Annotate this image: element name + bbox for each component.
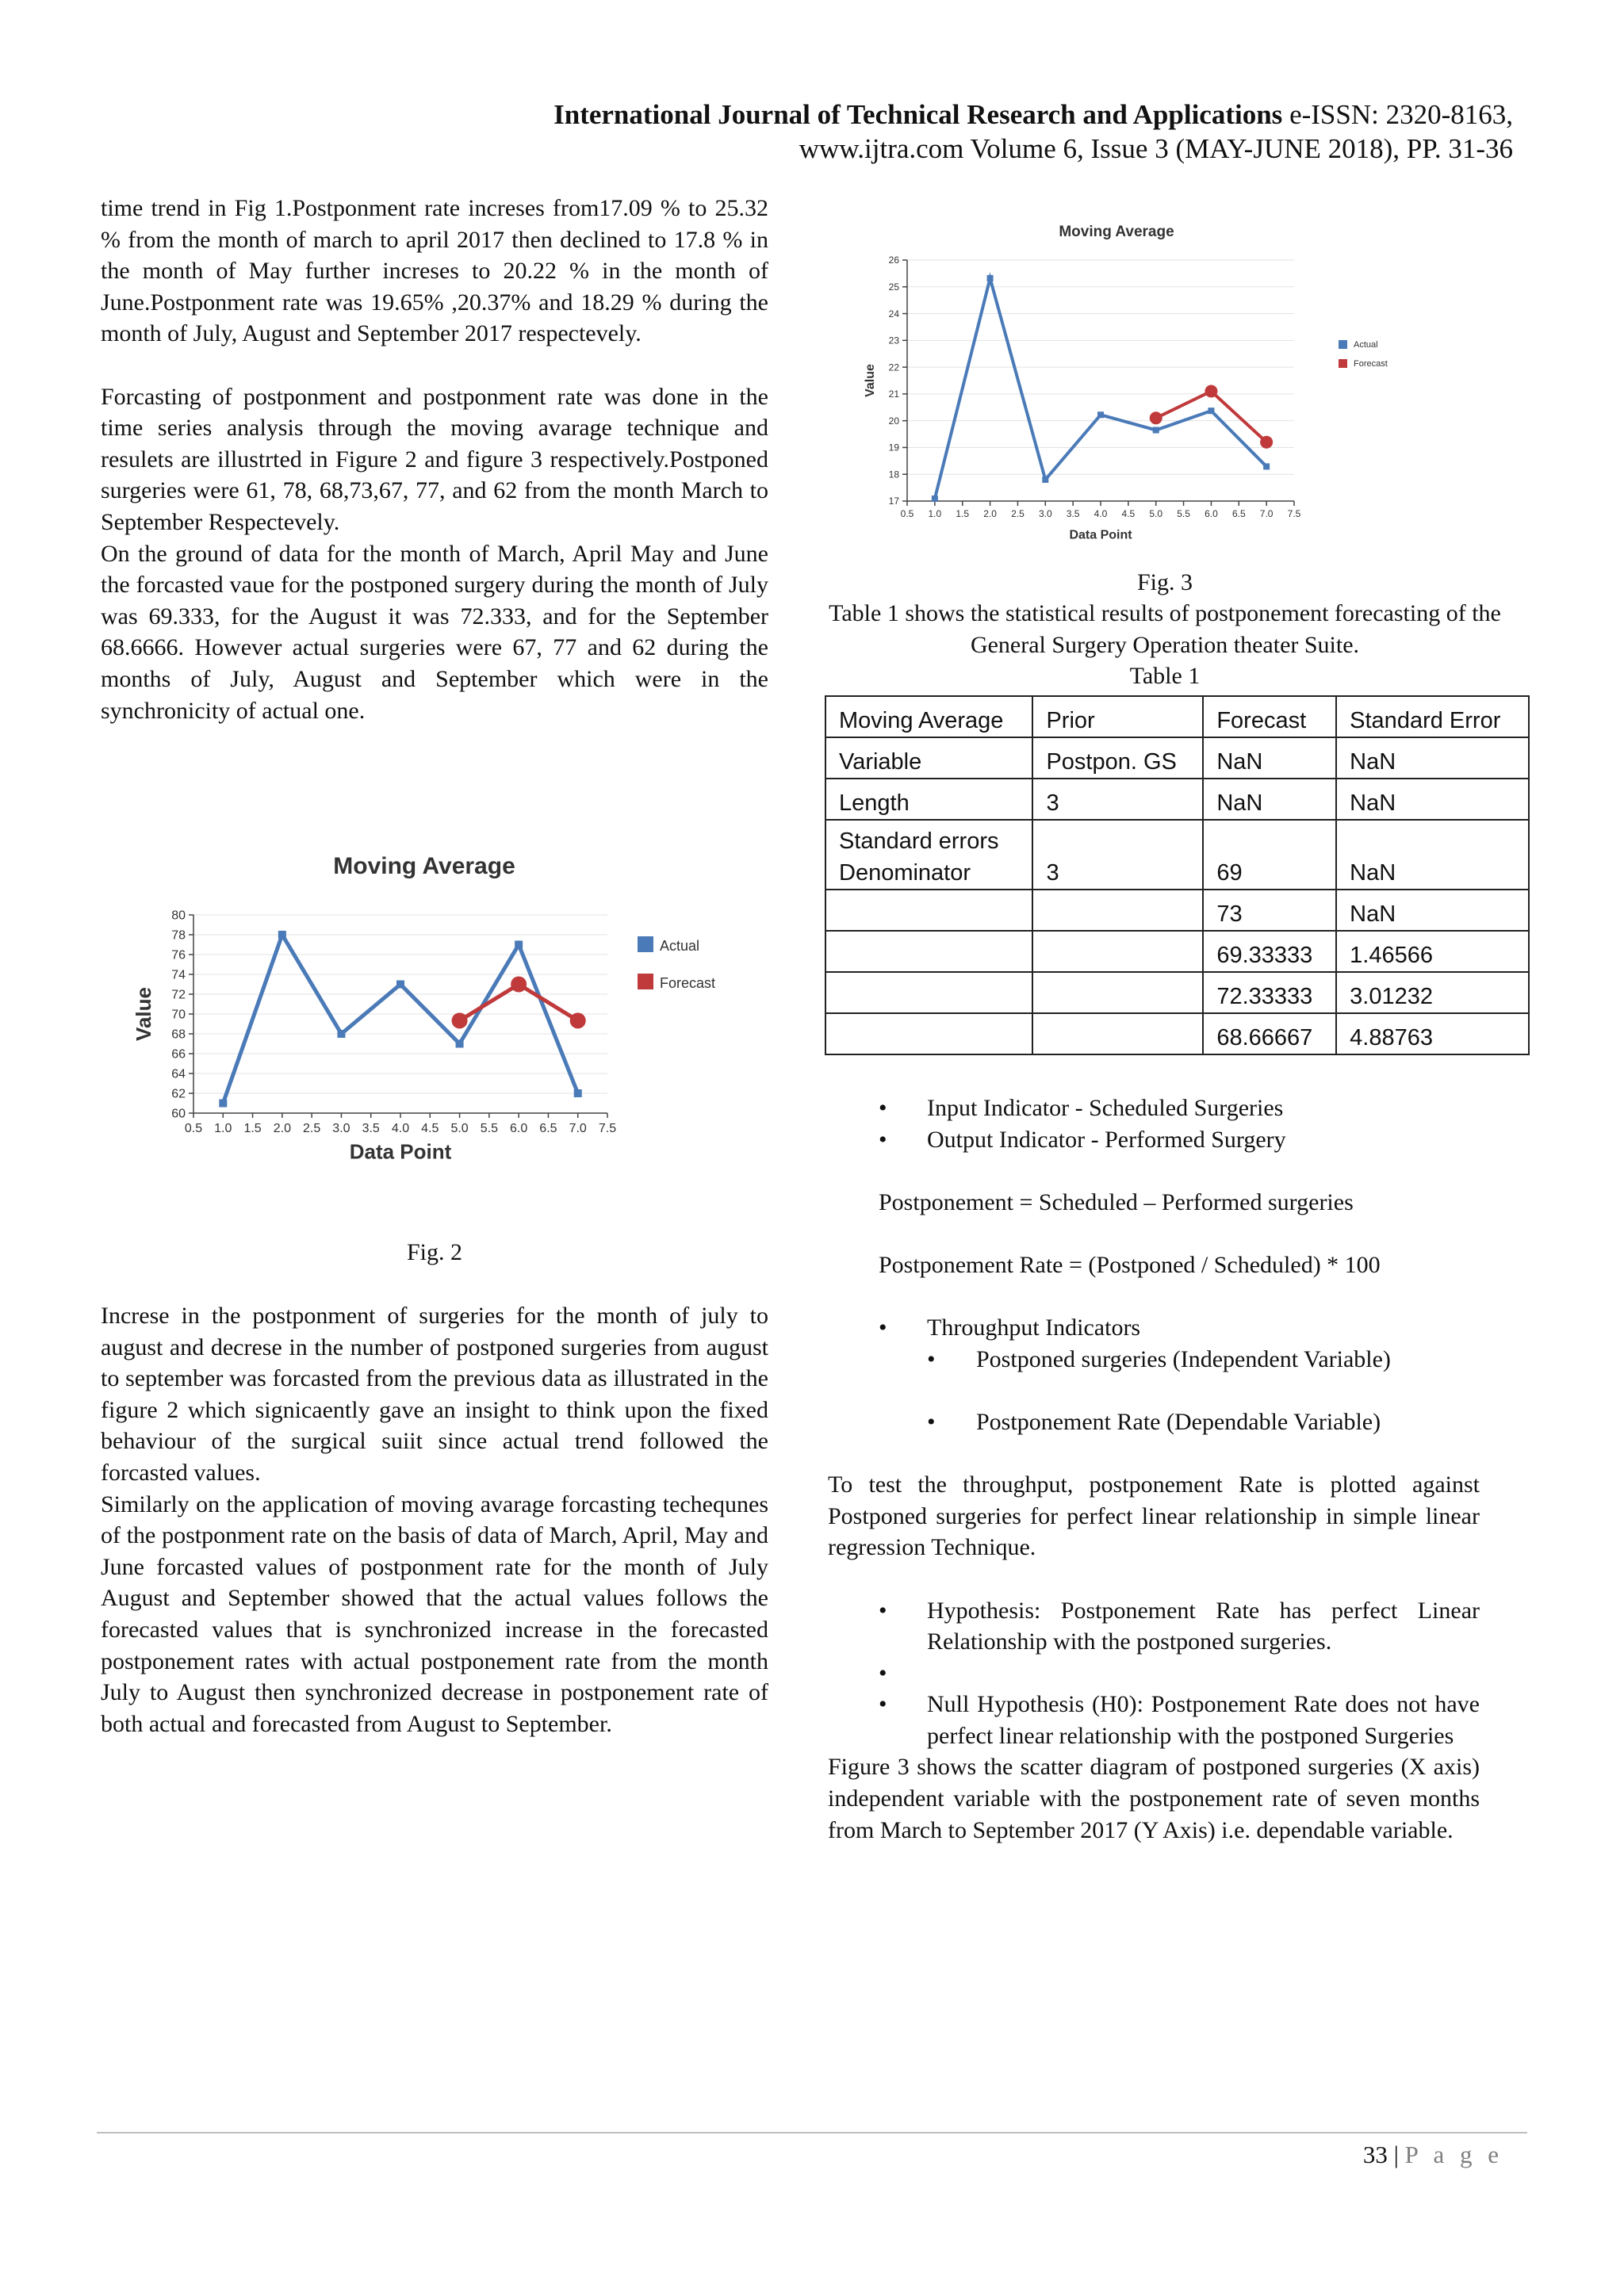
y-tick-label: 62 — [171, 1087, 186, 1101]
series-line-forecast — [1156, 392, 1266, 442]
y-tick-label: 70 — [171, 1008, 186, 1022]
table-intro: Table 1 shows the statistical results of postponement forecasting of the General Surgery Operation theater Suite. — [829, 600, 1501, 658]
data-point-forecast — [452, 1012, 468, 1028]
x-tick-label: 7.0 — [1259, 508, 1274, 519]
y-tick-label: 23 — [888, 335, 899, 346]
table-cell — [825, 1013, 1032, 1054]
data-point-actual — [1263, 463, 1270, 469]
right-column-lower — [828, 1093, 1480, 1846]
table-cell: 3 — [1032, 820, 1203, 890]
data-point-actual — [1042, 476, 1048, 483]
table-cell: NaN — [1203, 737, 1336, 779]
x-axis-label: Data Point — [349, 1139, 452, 1164]
list-spacer — [927, 1375, 1480, 1406]
table-cell: NaN — [1336, 890, 1529, 931]
x-tick-label: 2.5 — [303, 1122, 321, 1135]
figure-3-svg — [856, 220, 1427, 545]
table-row — [825, 820, 1529, 890]
table-cell: NaN — [1336, 820, 1529, 890]
table-cell: Standard errors Denominator — [825, 820, 1032, 890]
table-cell — [825, 890, 1032, 931]
paragraph-ground-data: On the ground of data for the month of March, April May and June the forcasted vaue for the postponed surgery during the month of July was 69.333, for the August it was 72.333, and for the September 68.6666. However actual surgeries were 67, 77 and 62 during the months of July, August and September which were in the synchronicity of actual one. — [101, 540, 768, 724]
data-point-actual — [219, 1100, 227, 1108]
table-1 — [825, 695, 1530, 1055]
equation-postponement-rate: Postponement Rate = (Postponed / Scheduled) * 100 — [879, 1251, 1381, 1278]
x-tick-label: 2.0 — [273, 1122, 291, 1135]
series-line-actual — [223, 935, 577, 1104]
table-cell: 3 — [1032, 779, 1203, 820]
y-tick-label: 76 — [171, 948, 186, 962]
data-point-actual — [932, 496, 938, 502]
paragraph-similarly: Similarly on the application of moving avarage forcasting techequnes of the postponment rate on the basis of data of March, April, May and June forcasted values of postponment rate for the month of July August and September showed that the actual values follows the forecasted values that is synchronized increase in the forecasted postponement rates with actual postponement rate from the month July to August then synchronized decrease in postponement rate of both actual and forecasted from August to September. — [101, 1490, 768, 1737]
data-point-actual — [1153, 427, 1159, 433]
table-cell — [1032, 931, 1203, 972]
x-tick-label: 6.0 — [1205, 508, 1218, 519]
table-cell: Postpon. GS — [1032, 737, 1203, 779]
table-header-cell: Prior — [1032, 696, 1203, 737]
chart-title: Moving Average — [1059, 224, 1174, 240]
list-item: • Postponement Rate (Dependable Variable) — [927, 1406, 1480, 1438]
journal-header — [553, 98, 1513, 132]
table-row — [825, 737, 1529, 779]
x-tick-label: 5.0 — [450, 1122, 469, 1135]
data-point-actual — [1097, 411, 1104, 418]
indicator-list — [828, 1093, 1480, 1155]
table-header-cell: Standard Error — [1336, 696, 1529, 737]
legend-swatch-actual — [1339, 340, 1347, 349]
table-cell — [1032, 890, 1203, 931]
data-point-forecast — [511, 977, 527, 993]
table-cell — [825, 972, 1032, 1013]
y-tick-label: 20 — [888, 415, 899, 427]
y-tick-label: 24 — [888, 308, 899, 320]
y-tick-label: 66 — [171, 1047, 186, 1062]
hypothesis-list — [828, 1595, 1480, 1752]
journal-title: International Journal of Technical Research and Applications — [553, 99, 1283, 130]
figure-2-caption: Fig. 2 — [406, 1239, 463, 1265]
table-title: Table 1 — [1129, 663, 1201, 689]
figure-3-chart — [856, 220, 1427, 545]
data-point-forecast — [1260, 436, 1273, 449]
legend-swatch-forecast — [638, 974, 653, 989]
table-cell: NaN — [1336, 779, 1529, 820]
list-item: • Output Indicator - Performed Surgery — [828, 1124, 1480, 1156]
data-point-forecast — [1150, 411, 1162, 424]
data-point-actual — [515, 941, 523, 949]
x-axis-label: Data Point — [1069, 528, 1132, 542]
y-tick-label: 80 — [171, 909, 186, 923]
x-tick-label: 1.5 — [243, 1122, 262, 1135]
legend-label-forecast: Forecast — [660, 975, 716, 991]
x-tick-label: 3.0 — [1038, 508, 1052, 519]
figure-3-caption: Fig. 3 — [1136, 569, 1193, 595]
x-tick-label: 1.0 — [928, 508, 942, 519]
y-tick-label: 17 — [888, 496, 899, 507]
journal-volume-line: www.ijtra.com Volume 6, Issue 3 (MAY-JUNE 2018), PP. 31-36 — [799, 133, 1513, 164]
x-tick-label: 2.0 — [983, 508, 997, 519]
y-tick-label: 19 — [888, 442, 899, 453]
x-tick-label: 7.5 — [1287, 508, 1301, 519]
table-row — [825, 779, 1529, 820]
paragraph-increase: Increse in the postponment of surgeries for the month of july to august and decrese in the number of postponed surgeries from august to september was forcasted from the previous data as illustrated in the figure 2 which signicaently gave an insight to think upon the fixed behaviour of the surgical suiit since actual trend followed the forcasted values. — [101, 1303, 768, 1486]
table-cell: 69 — [1203, 820, 1336, 890]
table-header-row — [825, 696, 1529, 737]
list-item-empty — [828, 1658, 1480, 1689]
x-tick-label: 4.5 — [1121, 508, 1136, 519]
table-row — [825, 931, 1529, 972]
x-tick-label: 3.5 — [362, 1122, 380, 1135]
paragraph-forecasting: Forcasting of postponment and postponment rate was done in the time series analysis through the moving avarage technique and resulets are illustrted in Figure 2 and figure 3 respectively.Postponed surgeries were 61, 78, 68,73,67, 77, and 62 from the month March to September Respectevely. — [101, 383, 768, 535]
x-tick-label: 0.5 — [900, 508, 914, 519]
paragraph-figure-3: Figure 3 shows the scatter diagram of postponed surgeries (X axis) independent variable with the postponement rate of seven months from March to September 2017 (Y Axis) i.e. dependable variable. — [828, 1754, 1480, 1843]
left-column-top — [101, 193, 768, 726]
x-tick-label: 6.0 — [510, 1122, 528, 1135]
page-footer — [1363, 2141, 1503, 2169]
x-tick-label: 7.5 — [598, 1122, 617, 1135]
page-label: P a g e — [1404, 2141, 1503, 2168]
data-point-actual — [278, 931, 286, 939]
legend-label-actual: Actual — [1354, 340, 1378, 350]
list-item: • Postponed surgeries (Independent Variable) — [927, 1344, 1480, 1376]
equation-postponement: Postponement = Scheduled – Performed surgeries — [879, 1188, 1354, 1215]
x-tick-label: 5.5 — [1177, 508, 1190, 519]
table-cell: 3.01232 — [1336, 972, 1529, 1013]
y-tick-label: 78 — [171, 928, 186, 943]
table-row — [825, 890, 1529, 931]
x-tick-label: 7.0 — [569, 1122, 587, 1135]
data-point-forecast — [570, 1012, 586, 1028]
chart-title: Moving Average — [333, 853, 515, 879]
list-item: • Null Hypothesis (H0): Postponement Rate does not have perfect linear relationship with the postponed Surgeries — [828, 1689, 1480, 1751]
x-tick-label: 3.0 — [332, 1122, 350, 1135]
paragraph-time-trend: time trend in Fig 1.Postponment rate increses from17.09 % to 25.32 % from the month of march to april 2017 then declined to 17.8 % in the month of May further increses to 20.22 % in the month of June.Postponment rate was 19.65% ,20.37% and 18.29 % during the month of July, August and September 2017 respectevely. — [101, 195, 768, 347]
footer-divider — [97, 2132, 1527, 2133]
x-tick-label: 1.0 — [214, 1122, 232, 1135]
data-point-actual — [987, 275, 994, 281]
y-tick-label: 64 — [171, 1067, 186, 1081]
table-cell: 1.46566 — [1336, 931, 1529, 972]
y-tick-label: 25 — [888, 281, 899, 293]
y-tick-label: 68 — [171, 1027, 186, 1042]
y-tick-label: 22 — [888, 362, 899, 373]
list-item: • Hypothesis: Postponement Rate has perfect Linear Relationship with the postponed surgeries. — [828, 1595, 1480, 1658]
x-tick-label: 0.5 — [184, 1122, 203, 1135]
list-item-label: Throughput Indicators — [927, 1314, 1141, 1341]
data-point-actual — [337, 1030, 345, 1038]
table-row — [825, 1013, 1529, 1054]
table-cell: 73 — [1203, 890, 1336, 931]
table-cell: 72.33333 — [1203, 972, 1336, 1013]
x-tick-label: 6.5 — [539, 1122, 557, 1135]
data-point-actual — [574, 1089, 582, 1097]
y-tick-label: 60 — [171, 1107, 186, 1121]
legend-label-forecast: Forecast — [1354, 359, 1388, 369]
x-tick-label: 4.0 — [1094, 508, 1108, 519]
y-tick-label: 21 — [888, 388, 899, 400]
x-tick-label: 3.5 — [1066, 508, 1080, 519]
table-cell: 68.66667 — [1203, 1013, 1336, 1054]
list-item — [828, 1312, 1480, 1437]
y-tick-label: 74 — [171, 968, 186, 982]
x-tick-label: 5.5 — [480, 1122, 498, 1135]
y-tick-label: 26 — [888, 254, 899, 266]
y-axis-label: Value — [864, 364, 877, 397]
table-cell: Variable — [825, 737, 1032, 779]
page-separator: | — [1387, 2141, 1405, 2168]
table-cell: NaN — [1336, 737, 1529, 779]
x-tick-label: 6.5 — [1231, 508, 1246, 519]
table-cell — [1032, 1013, 1203, 1054]
y-tick-label: 18 — [888, 469, 899, 480]
list-item: • Input Indicator - Scheduled Surgeries — [828, 1093, 1480, 1124]
data-point-actual — [456, 1040, 464, 1048]
x-tick-label: 2.5 — [1011, 508, 1025, 519]
x-tick-label: 4.0 — [391, 1122, 410, 1135]
legend-label-actual: Actual — [660, 938, 700, 954]
throughput-sublist — [927, 1344, 1480, 1438]
table-cell: 4.88763 — [1336, 1013, 1529, 1054]
table-cell — [825, 931, 1032, 972]
figure-2-chart — [127, 842, 730, 1191]
table-cell: 69.33333 — [1203, 931, 1336, 972]
y-axis-label: Value — [132, 987, 155, 1041]
x-tick-label: 5.0 — [1149, 508, 1163, 519]
legend-swatch-actual — [638, 936, 653, 952]
table-cell: NaN — [1203, 779, 1336, 820]
table-header-cell: Forecast — [1203, 696, 1336, 737]
paragraph-test-throughput: To test the throughput, postponement Rate is plotted against Postponed surgeries for perfect linear relationship in simple linear regression Technique. — [828, 1471, 1480, 1561]
y-tick-label: 72 — [171, 988, 186, 1002]
figure-2-svg — [127, 842, 730, 1191]
table-cell: Length — [825, 779, 1032, 820]
table-cell — [1032, 972, 1203, 1013]
throughput-list — [828, 1312, 1480, 1437]
data-point-actual — [1208, 408, 1214, 414]
x-tick-label: 1.5 — [956, 508, 970, 519]
data-point-forecast — [1205, 385, 1217, 398]
journal-issn: e-ISSN: 2320-8163, — [1282, 99, 1513, 130]
table-row — [825, 972, 1529, 1013]
left-column-bottom — [101, 1300, 768, 1739]
data-point-actual — [396, 981, 404, 989]
page-number: 33 — [1362, 2141, 1388, 2168]
table-header-cell: Moving Average — [825, 696, 1032, 737]
legend-swatch-forecast — [1339, 359, 1347, 368]
x-tick-label: 4.5 — [421, 1122, 439, 1135]
